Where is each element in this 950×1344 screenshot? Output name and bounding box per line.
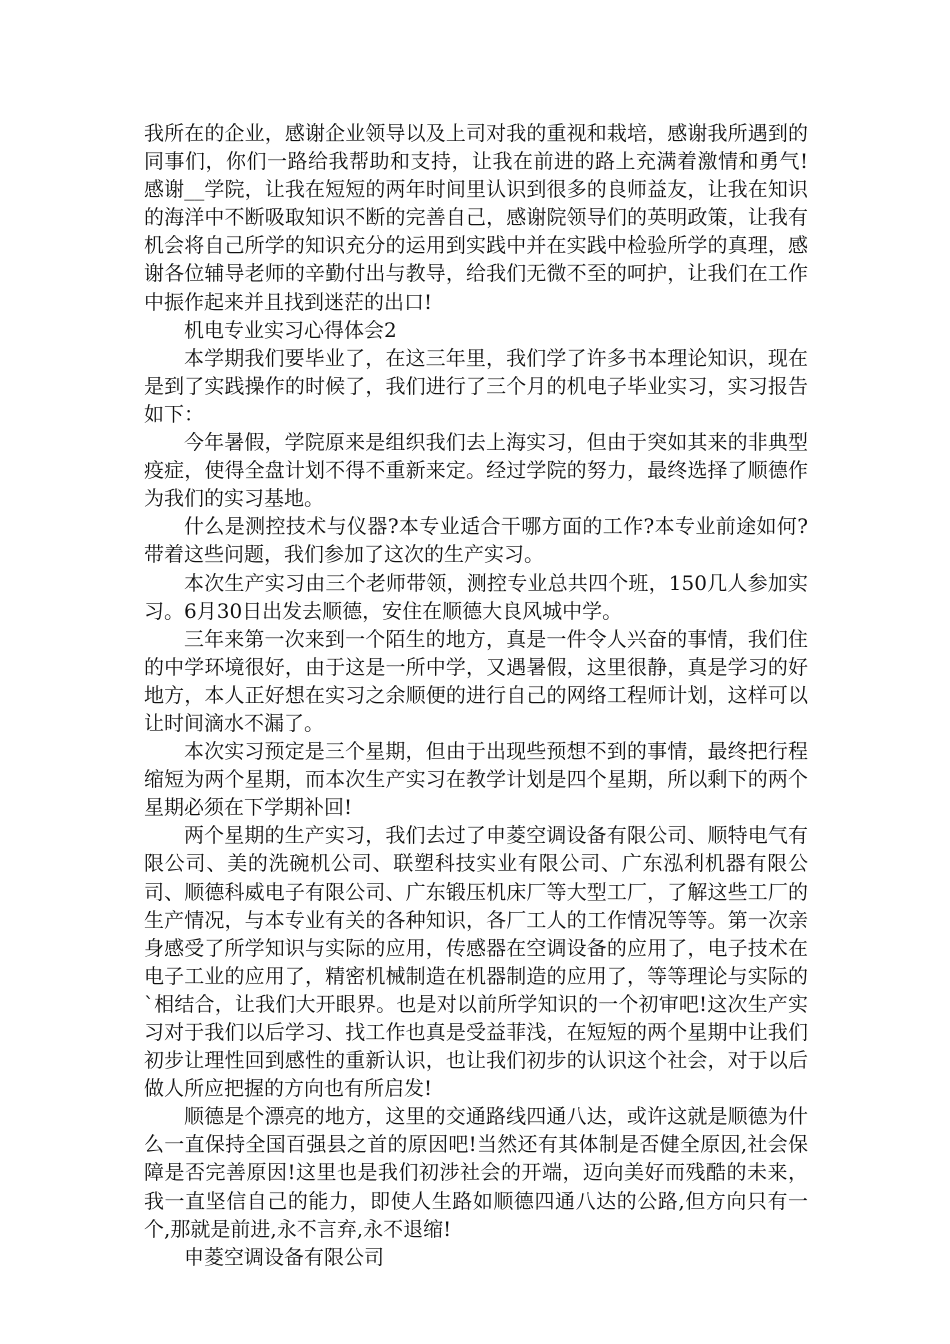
paragraph-7: 三年来第一次来到一个陌生的地方，真是一件令人兴奋的事情，我们住的中学环境很好，由于这是一所中学，又遇暑假，这里很静，真是学习的好地方，本人正好想在实习之余顺便的进行自己的网络工程师计划，这样可以让时间滴水不漏了。 (144, 626, 808, 735)
paragraph-3: 本学期我们要毕业了，在这三年里，我们学了许多书本理论知识，现在是到了实践操作的时候了，我们进行了三个月的机电子毕业实习，实习报告如下： (144, 345, 808, 426)
paragraph-10: 顺德是个漂亮的地方，这里的交通路线四通八达，或许这就是顺德为什么一直保持全国百强县之首的原因吧!当然还有其体制是否健全原因,社会保障是否完善原因!这里也是我们初涉社会的开端，迈向美好而残酷的未来，我一直坚信自己的能力，即使人生路如顺德四通八达的公路,但方向只有一个,那就是前进,永不言弃,永不退缩! (144, 1104, 808, 1241)
paragraph-6: 本次生产实习由三个老师带领，测控专业总共四个班，150几人参加实习。6月30日出发去顺德，安住在顺德大良风城中学。 (144, 570, 808, 623)
paragraph-9: 两个星期的生产实习，我们去过了申菱空调设备有限公司、顺特电气有限公司、美的洗碗机公司、联塑科技实业有限公司、广东泓利机器有限公司、顺德科威电子有限公司、广东锻压机床厂等大型工厂，了解这些工厂的生产情况，与本专业有关的各种知识，各厂工人的工作情况等等。第一次亲身感受了所学知识与实际的应用，传感器在空调设备的应用了，电子技术在电子工业的应用了，精密机械制造在机器制造的应用了，等等理论与实际的`相结合，让我们大开眼界。也是对以前所学知识的一个初审吧!这次生产实习对于我们以后学习、找工作也真是受益菲浅，在短短的两个星期中让我们初步让理性回到感性的重新认识，也让我们初步的认识这个社会，对于以后做人所应把握的方向也有所启发! (144, 823, 808, 1101)
paragraph-1: 我所在的企业，感谢企业领导以及上司对我的重视和栽培，感谢我所遇到的同事们，你们一路给我帮助和支持，让我在前进的路上充满着激情和勇气!感谢__学院，让我在短短的两年时间里认识到很多的良师益友，让我在知识的海洋中不断吸取知识不断的完善自己，感谢院领导们的英明政策，让我有机会将自己所学的知识充分的运用到实践中并在实践中检验所学的真理，感谢各位辅导老师的辛勤付出与教导，给我们无微不至的呵护，让我们在工作中振作起来并且找到迷茫的出口! (144, 121, 808, 314)
document-body (144, 119, 808, 1271)
paragraph-5: 什么是测控技术与仪器?本专业适合干哪方面的工作?本专业前途如何?带着这些问题，我们参加了这次的生产实习。 (144, 514, 808, 567)
section-heading-2: 机电专业实习心得体会2 (184, 317, 397, 342)
paragraph-8: 本次实习预定是三个星期，但由于出现些预想不到的事情，最终把行程缩短为两个星期，而本次生产实习在教学计划是四个星期，所以剩下的两个星期必须在下学期补回! (144, 739, 808, 820)
paragraph-4: 今年暑假，学院原来是组织我们去上海实习，但由于突如其来的非典型疫症，使得全盘计划不得不重新来定。经过学院的努力，最终选择了顺德作为我们的实习基地。 (144, 430, 808, 511)
subsection-heading: 申菱空调设备有限公司 (184, 1244, 384, 1269)
